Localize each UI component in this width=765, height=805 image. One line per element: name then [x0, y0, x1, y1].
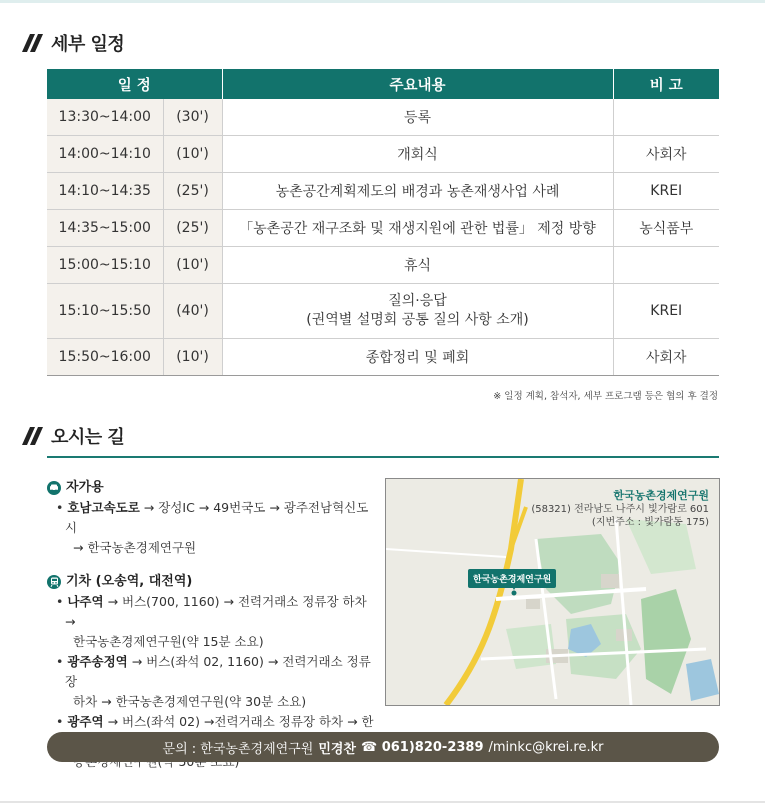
- route-section-title: [26, 423, 124, 449]
- row-duration: (10'): [163, 339, 222, 376]
- row-content: 개회식: [222, 136, 613, 173]
- row-content-line1: 질의·응답: [388, 293, 447, 309]
- car-route-line2: → 한국농촌경제연구원: [73, 540, 197, 555]
- row-duration: (10'): [163, 247, 222, 284]
- row-time: 15:00~15:10: [47, 247, 163, 284]
- train-route-rest: → 버스(좌석 02) →전력거래소 정류장 하차 → 한: [107, 714, 374, 729]
- double-slash-icon: [26, 427, 42, 445]
- row-remark: [613, 99, 719, 136]
- schedule-table: [47, 69, 719, 376]
- train-icon: [47, 575, 61, 589]
- table-row: [47, 339, 719, 376]
- row-remark: 사회자: [613, 339, 719, 376]
- table-row: [47, 210, 719, 247]
- train-route-line2: 하차 → 한국농촌경제연구원(약 30분 소요): [73, 694, 307, 709]
- train-station: 광주송정역: [67, 654, 128, 669]
- train-route-line1: • 광주송정역 → 버스(좌석 02, 1160) → 전력거래소 정류장: [56, 654, 371, 689]
- train-station: 광주역: [67, 714, 104, 729]
- schedule-note: ※ 일정 계획, 참석자, 세부 프로그램 등은 협의 후 결정: [493, 391, 718, 402]
- route-title-text: 오시는 길: [51, 427, 125, 448]
- top-rule: [0, 0, 765, 3]
- location-map[interactable]: [385, 478, 720, 706]
- row-remark: [613, 247, 719, 284]
- table-row: [47, 136, 719, 173]
- schedule-title-text: 세부 일정: [51, 34, 125, 55]
- car-route-rest: → 장성IC → 49번국도 → 광주전남혁신도시: [65, 500, 369, 535]
- row-content-line2: (권역별 설명회 공통 질의 사항 소개): [306, 312, 529, 328]
- map-title: 한국농촌경제연구원: [613, 489, 709, 502]
- row-duration: (25'): [163, 210, 222, 247]
- contact-name: 민경찬: [318, 741, 356, 757]
- row-time: 15:50~16:00: [47, 339, 163, 376]
- row-time: 14:35~15:00: [47, 210, 163, 247]
- row-content: 농촌공간계획제도의 배경과 농촌재생사업 사례: [222, 173, 613, 210]
- row-content: 종합정리 및 폐회: [222, 339, 613, 376]
- row-time: 14:10~14:35: [47, 173, 163, 210]
- table-row: [47, 99, 719, 136]
- row-remark: KREI: [613, 173, 719, 210]
- train-route-line1: • 나주역 → 버스(700, 1160) → 전력거래소 정류장 하차 →: [56, 594, 367, 629]
- contact-phone: ☎ 061)820-2389: [361, 739, 484, 755]
- map-address-line2: (지번주소 : 빛가람동 175): [591, 517, 709, 528]
- row-content: 휴식: [222, 247, 613, 284]
- route-directions: [47, 478, 377, 772]
- row-duration: (40'): [163, 284, 222, 339]
- contact-email[interactable]: /minkc@krei.re.kr: [488, 739, 604, 755]
- schedule-section-title: [26, 30, 124, 56]
- train-heading: [47, 572, 377, 592]
- double-slash-icon: [26, 34, 42, 52]
- row-time: 14:00~14:10: [47, 136, 163, 173]
- schedule-header-row: [47, 69, 719, 99]
- row-remark: 농식품부: [613, 210, 719, 247]
- table-row: [47, 247, 719, 284]
- bottom-rule: [0, 801, 765, 803]
- contact-bar: [47, 732, 719, 762]
- train-heading-text: 기차 (오송역, 대전역): [66, 574, 193, 589]
- car-icon: [47, 481, 61, 495]
- car-highway: 호남고속도로: [67, 500, 140, 515]
- header-remark: 비 고: [613, 69, 719, 99]
- row-duration: (30'): [163, 99, 222, 136]
- map-address: [531, 503, 709, 529]
- train-route-line1: • 광주역 → 버스(좌석 02) →전력거래소 정류장 하차 → 한: [47, 712, 377, 752]
- table-row: [47, 284, 719, 339]
- row-time: 15:10~15:50: [47, 284, 163, 339]
- row-duration: (25'): [163, 173, 222, 210]
- row-duration: (10'): [163, 136, 222, 173]
- train-route-rest: → 버스(700, 1160) → 전력거래소 정류장 하차 →: [65, 594, 367, 629]
- train-station: 나주역: [67, 594, 104, 609]
- train-route-line2: 한국농촌경제연구원(약 15분 소요): [73, 634, 264, 649]
- table-row: [47, 173, 719, 210]
- car-heading-text: 자가용: [66, 480, 104, 495]
- row-time: 13:30~14:00: [47, 99, 163, 136]
- contact-prefix: 문의 : 한국농촌경제연구원: [162, 741, 314, 757]
- map-address-line1: (58321) 전라남도 나주시 빛가람로 601: [531, 504, 709, 515]
- car-route-line1: • 호남고속도로 → 장성IC → 49번국도 → 광주전남혁신도시: [56, 500, 369, 535]
- row-remark: 사회자: [613, 136, 719, 173]
- row-content: 등록: [222, 99, 613, 136]
- header-time: 일 정: [47, 69, 222, 99]
- train-route-rest: → 버스(좌석 02, 1160) → 전력거래소 정류장: [65, 654, 371, 689]
- route-divider: [47, 456, 719, 458]
- row-content: 「농촌공간 재구조화 및 재생지원에 관한 법률」 제정 방향: [222, 210, 613, 247]
- map-marker-label: 한국농촌경제연구원: [468, 569, 556, 588]
- car-heading: [47, 478, 377, 498]
- header-content: 주요내용: [222, 69, 613, 99]
- row-remark: KREI: [613, 284, 719, 339]
- row-content: [222, 284, 613, 339]
